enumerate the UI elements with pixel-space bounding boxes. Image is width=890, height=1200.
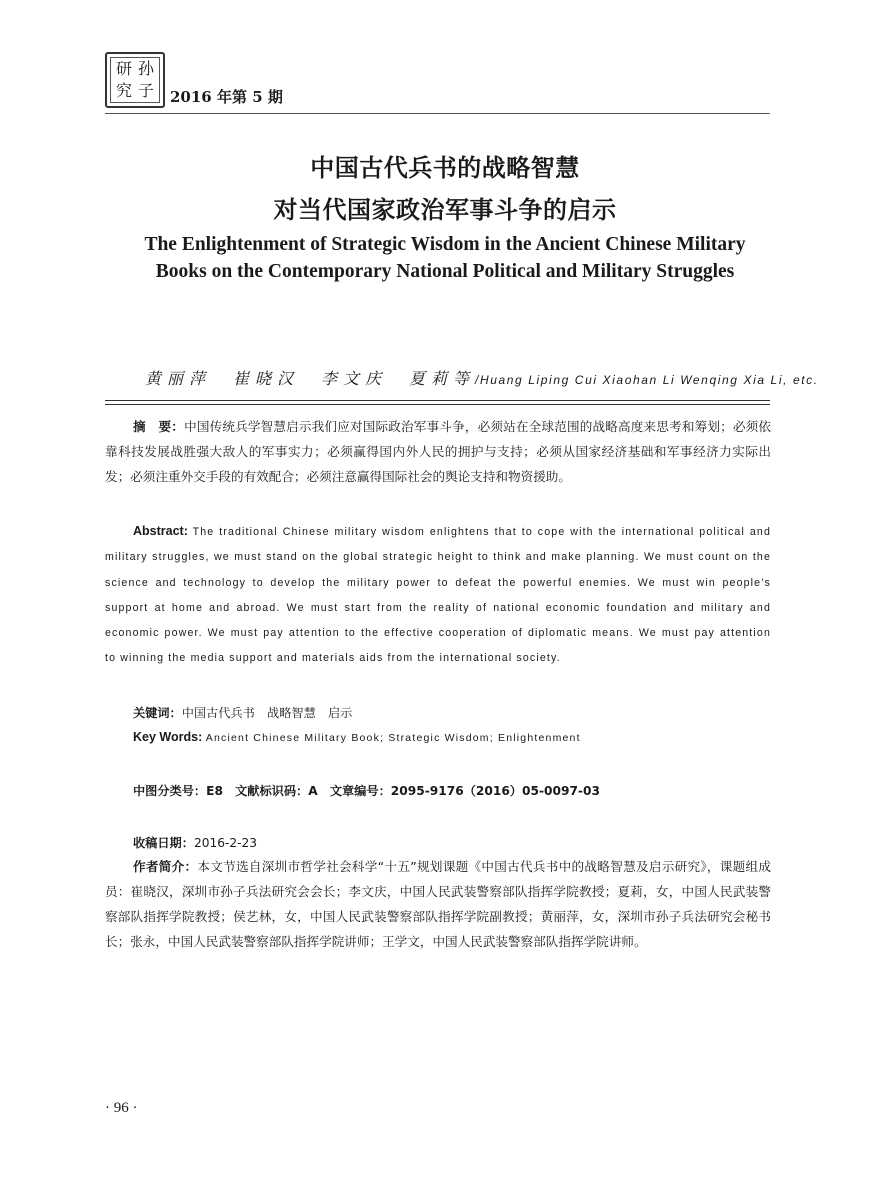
keywords-cn-text: 中国古代兵书 战略智慧 启示 [181, 706, 353, 720]
page-number: · 96 · [105, 1100, 138, 1116]
logo-seal [110, 57, 160, 103]
authors-divider-top [105, 400, 770, 401]
title-en-line2: Books on the Contemporary National Political and Military Struggles [155, 261, 735, 282]
author-intro-label: 作者简介： [133, 859, 198, 874]
abstract-cn [105, 414, 771, 489]
issue-label: 2016 年第 5 期 [170, 88, 283, 106]
received-label: 收稿日期： [133, 836, 194, 850]
author-intro-text: 本文节选自深圳市哲学社会科学“十五”规划课题《中国古代兵书中的战略智慧及启示研究》，课题组成员：崔晓汉，深圳市孙子兵法研究会会长；李文庆，中国人民武装警察部队指挥学院教授；夏莉，女，中国人民武装警察部队指挥学院教授；侯艺林，女，中国人民武装警察部队指挥学院副教授；黄丽萍，女，深圳市孙子兵法研究会秘书长；张永，中国人民武装警察部队指挥学院讲师；王学文，中国人民武装警察部队指挥学院讲师。 [105, 859, 772, 949]
authors-divider-bottom [105, 404, 770, 405]
keywords-en-text: Ancient Chinese Military Book; Strategic Wisdom; Enlightenment [202, 732, 581, 744]
title-cn-line2: 对当代国家政治军事斗争的启示 [273, 196, 617, 224]
classification-line: 中图分类号：E8 文献标识码：A 文章编号：2095-9176（2016）05-0097-03 [133, 784, 600, 798]
authors-cn: 黄丽萍 崔晓汉 李文庆 夏莉等 [145, 369, 476, 388]
keywords-en-label: Key Words: [133, 730, 203, 744]
abstract-cn-label: 摘 要： [133, 419, 185, 434]
header-divider [105, 113, 770, 114]
abstract-en-label: Abstract: [133, 524, 188, 538]
keywords-cn-label: 关键词： [133, 706, 182, 720]
authors-en: /Huang Liping Cui Xiaohan Li Wenqing Xia Li, etc. [475, 373, 819, 387]
keywords-cn [133, 704, 352, 721]
logo-char: 究 [115, 81, 132, 100]
abstract-cn-text: 中国传统兵学智慧启示我们应对国际政治军事斗争，必须站在全球范围的战略高度来思考和筹划；必须依靠科技发展战胜强大敌人的军事实力；必须赢得国内外人民的拥护与支持；必须从国家经济基础和军事经济力实际出发；必须注重外交手段的有效配合；必须注意赢得国际社会的舆论支持和物资援助。 [105, 419, 772, 484]
received-date: 2016-2-23 [193, 836, 258, 850]
logo-char: 子 [137, 81, 154, 100]
logo-char: 研 [115, 59, 132, 78]
journal-logo [105, 52, 165, 108]
author-intro [105, 854, 771, 954]
abstract-en [105, 519, 771, 672]
abstract-en-text: The traditional Chinese military wisdom enlightens that to cope with the international political and military struggles, we must stand on the global strategic height to think and make planning. We must count on the science and technology to develop the military power to defeat the powerful enemies. We must win people’s support at home and abroad. We must start from the reality of national economic foundation and military and economic power. We must pay attention to the effective cooperation of diplomatic means. We must pay attention to winning the media support and materials aids from the international society. [105, 526, 771, 665]
title-en-line1: The Enlightenment of Strategic Wisdom in the Ancient Chinese Military [144, 234, 746, 255]
logo-char: 孙 [137, 59, 154, 78]
keywords-en [133, 730, 581, 744]
title-cn-line1: 中国古代兵书的战略智慧 [310, 154, 580, 182]
received-date-line [133, 834, 257, 851]
authors [145, 366, 819, 389]
